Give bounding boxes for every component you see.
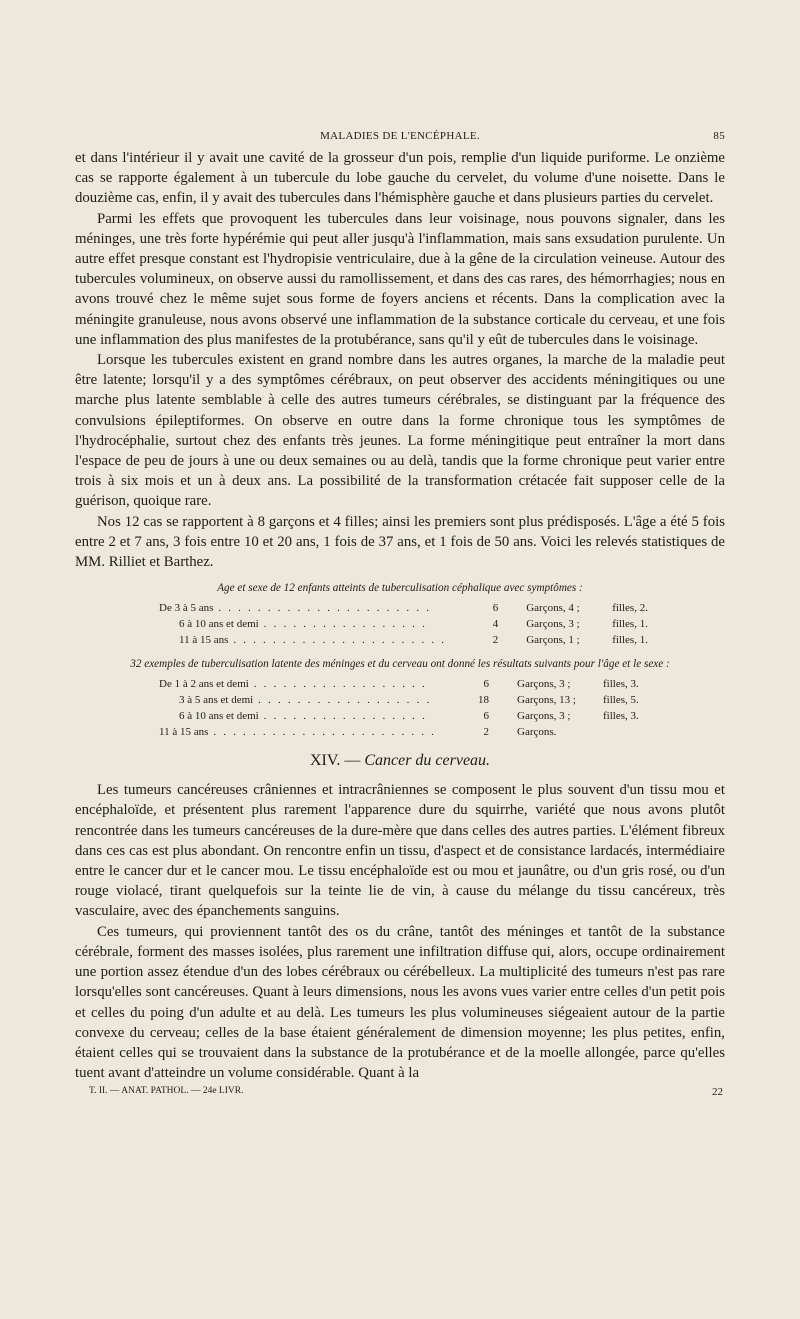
page [75, 128, 725, 1101]
age-range: 3 à 5 ans et demi [179, 694, 254, 707]
footer [75, 1085, 725, 1101]
count: 2 [492, 634, 499, 647]
paragraph: Lorsque les tubercules existent en grand nombre dans les autres organes, la marche de la maladie peut être latente; lorsqu'il y a des symptômes cérébraux, on peut observer des accidents méningitiques ou une marche plus latente semblable à celle des autres tumeurs cérébrales, se distinguant par la fréquence des convulsions épileptiformes. On observe en outre dans la forme chronique tous les symptômes de l'hydrocéphalie, surtout chez des enfants très jeunes. La forme méningitique peut entraîner la mort dans l'espace de peu de jours à une ou deux semaines ou au delà, tandis que la forme chronique peut varier entre trois à six mois et un à deux ans. La possibilité de la transformation crétacée fait supposer celle de la guérison, quoique rare. [75, 352, 725, 510]
page-number: 85 [713, 130, 725, 142]
count: 6 [483, 678, 489, 691]
girls: filles, 1. [612, 618, 648, 631]
age-range: 6 à 10 ans et demi [179, 710, 259, 723]
count: 6 [492, 602, 499, 615]
section-dash: — [344, 752, 361, 770]
table1-caption: Age et sexe de 12 enfants atteints de tuberculisation céphalique avec symptômes : [217, 582, 583, 595]
table2 [159, 676, 663, 740]
signature-mark: 22 [712, 1086, 723, 1099]
age-range: 6 à 10 ans et demi [179, 618, 259, 631]
running-title: MALADIES DE L'ENCÉPHALE. [320, 130, 480, 142]
paragraph: Les tumeurs cancéreuses crâniennes et intracrâniennes se composent le plus souvent d'un tissu mou et encéphaloïde, et présentent plus rarement l'apparence dure du squirrhe, variété que nous avons plutôt rencontrée dans les tumeurs cancéreuses de la dure-mère que dans celles des autres parties. L'élément fibreux dans ces cas est plus abondant. On rencontre enfin un tissu, d'aspect et de consistance lardacés, intermédiaire entre le cancer dur et le cancer mou. Le tissu encéphaloïde est ou mou et jaunâtre, ou d'un gris rosé, ou d'un rouge violacé, tirant quelquefois sur la teinte lie de vin, à cause du mélange du tissu cancéreux, très vasculaire, avec des épanchements sanguins. [75, 782, 725, 920]
table-row: 11 à 15 ans . . . . . . . . . . . . . . . . . . . . . . 2 Garçons, 1 ; filles, 1. [159, 632, 672, 648]
girls [603, 724, 663, 740]
boys: Garçons, 13 ; [517, 694, 576, 707]
count: 18 [478, 694, 489, 707]
girls: filles, 3. [603, 710, 639, 723]
table-row: 3 à 5 ans et demi . . . . . . . . . . . . . . . . . . 18 Garçons, 13 ; filles, 5. [159, 692, 663, 708]
girls: filles, 3. [603, 678, 639, 691]
girls: filles, 5. [603, 694, 639, 707]
table-row: 6 à 10 ans et demi . . . . . . . . . . . . . . . . . 4 Garçons, 3 ; filles, 1. [159, 616, 672, 632]
boys: Garçons, 4 ; [526, 602, 580, 615]
footer-signature: T. II. — ANAT. PATHOL. — 24e LIVR. [89, 1086, 244, 1097]
age-range: De 3 à 5 ans [159, 602, 214, 615]
table-row: 6 à 10 ans et demi . . . . . . . . . . . . . . . . . 6 Garçons, 3 ; filles, 3. [159, 708, 663, 724]
table-row: De 3 à 5 ans . . . . . . . . . . . . . . . . . . . . . . 6 Garçons, 4 ; filles, 2. [159, 600, 672, 616]
section-name: Cancer du cerveau. [364, 752, 491, 770]
age-range: 11 à 15 ans [159, 726, 209, 739]
age-range: De 1 à 2 ans et demi [159, 678, 249, 691]
count: 4 [492, 618, 499, 631]
boys: Garçons. [517, 726, 557, 739]
paragraph: et dans l'intérieur il y avait une cavité de la grosseur d'un pois, remplie d'un liquide puriforme. Le onzième cas se rapporte également à un tubercule du lobe gauche du cervelet, du volume d'une noisette. Dans le douzième cas, enfin, il y avait des tubercules dans l'hémisphère gauche et dans plusieurs parties du cervelet. [75, 150, 725, 207]
boys: Garçons, 3 ; [517, 678, 571, 691]
girls: filles, 1. [612, 634, 648, 647]
table1 [159, 600, 672, 648]
paragraph: Ces tumeurs, qui proviennent tantôt des os du crâne, tantôt des méninges et tantôt de la substance cérébrale, forment des masses isolées, plus rarement une infiltration diffuse qui, alors, occupe ordinairement une portion assez étendue d'un des lobes cérébraux ou cérébelleux. La multiplicité des tumeurs n'est pas rare lorsqu'elles sont cancéreuses. Quant à leurs dimensions, nous les avons vues varier entre celles d'un petit pois et celles du poing d'un adulte et au delà. Les tumeurs les plus volumineuses siégeaient autour de la partie convexe du cerveau; celles de la base étaient généralement de dimension moyenne; les plus petites, enfin, étaient celles qui se trouvaient dans la substance de la protubérance et de la moelle allongée, parce qu'elles tuent avant d'atteindre un volume considérable. Quant à la [75, 923, 725, 1082]
girls: filles, 2. [612, 602, 648, 615]
section-heading [75, 752, 725, 770]
boys: Garçons, 1 ; [526, 634, 580, 647]
section-number: XIV. [309, 752, 341, 770]
boys: Garçons, 3 ; [526, 618, 580, 631]
running-header [75, 128, 725, 148]
paragraph: Nos 12 cas se rapportent à 8 garçons et 4 filles; ainsi les premiers sont plus prédisposés. L'âge a été 5 fois entre 2 et 7 ans, 3 fois entre 10 et 20 ans, 1 fois de 37 ans, et 1 fois de 50 ans. Voici les relevés statistiques de MM. Rilliet et Barthez. [75, 513, 725, 571]
age-range: 11 à 15 ans [179, 634, 229, 647]
count: 2 [483, 726, 489, 739]
paragraph: Parmi les effets que provoquent les tubercules dans leur voisinage, nous pouvons signaler, dans les méninges, une très forte hypérémie qui peut aller jusqu'à l'inflammation, mais sans exsudation purulente. Un autre effet presque constant est l'hydropisie ventriculaire, due à la gêne de la circulation veineuse. Autour des tubercules volumineux, on observe aussi du ramollissement, et dans des cas rares, des hémorrhagies; nous en avons trouvé chez le même sujet sous forme de foyers anciens et récents. Dans la complication avec la méningite granuleuse, nous avons observé une inflammation de la substance corticale du cerveau, et une fois une inflammation des plus manifestes de la protubérance, sans qu'il y eût de tubercules dans le voisinage. [75, 210, 725, 348]
boys: Garçons, 3 ; [517, 710, 571, 723]
table-row: De 1 à 2 ans et demi . . . . . . . . . . . . . . . . . . 6 Garçons, 3 ; filles, 3. [159, 676, 663, 692]
table2-caption: 32 exemples de tuberculisation latente des méninges et du cerveau ont donné les résultats suivants pour l'âge et le sexe : [130, 658, 670, 671]
table-row: 11 à 15 ans . . . . . . . . . . . . . . . . . . . . . . . 2 Garçons. [159, 724, 663, 740]
count: 6 [483, 710, 489, 723]
